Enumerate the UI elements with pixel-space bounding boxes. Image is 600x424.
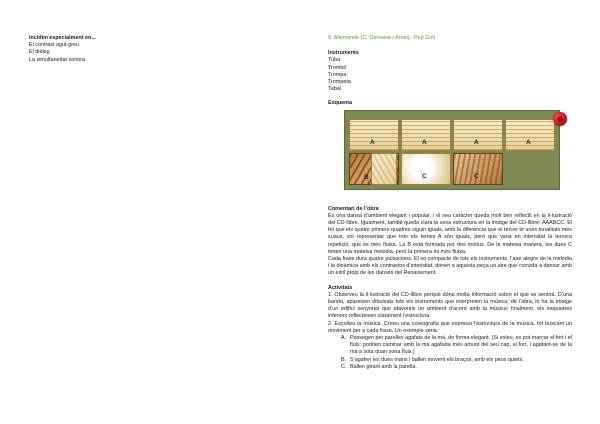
activities-heading: Activitats (328, 284, 353, 291)
sub-item-text: S’agafen les dues mans i ballen movent els braços, amb els peus quiets. (350, 356, 524, 363)
commentary-heading: Comentari de l’obra (328, 205, 379, 212)
scheme-tile (505, 119, 555, 151)
scheme-tile-label: C (422, 172, 427, 180)
scheme-image (344, 110, 560, 190)
scheme-heading: Esquema (328, 100, 352, 107)
focus-heading: Incidim especialment en... (29, 35, 96, 41)
scheme-tile-label: A (474, 138, 479, 146)
activity-sub-item (341, 335, 572, 357)
sub-item-marker: C. (341, 363, 347, 370)
scheme-tile-label: A (370, 138, 375, 146)
activity-item: 1. Observeu la il·lustració del CD-llibre perquè dóna molta informació sobre el que se sentirà. D’una banda, apareixen dibuixats tots els instruments que interpreten la música; de l’altra, hi ha la imatge d’un edifici senyorial que afavoreix un ambient d’acord amb la música; finalment, els esquadres inferiors reflecteixen clarament l’estructura. (328, 291, 572, 320)
scheme-tile (453, 119, 503, 151)
instrument-item: Tuba (328, 57, 341, 64)
instrument-item: Trompa (328, 71, 347, 78)
focus-item: El diàleg (29, 49, 50, 56)
sub-item-marker: A. (341, 335, 347, 342)
sub-item-text: Passegen per parelles agafats de la mà, de forma elegant. (Si voleu, es pot marcar el fort i el fluix: podrien caminar amb la mà agafada més amunt del seu cap, al fort, i agafant-se de la mà a sota quan sona fluix.) (350, 335, 572, 356)
instruments-list (328, 57, 572, 93)
scheme-tile (401, 119, 451, 151)
activity-item: 2. Escolteu la música. Creeu una coreografia que expressi l’estructura de la música, tot buscant un moviment per a cada frase. Un exemple seria: (328, 320, 572, 334)
scheme-tile (371, 153, 397, 185)
left-column (29, 35, 189, 64)
scheme-tile-label: A (422, 138, 427, 146)
focus-item: La simultaneïtat sonora (29, 56, 86, 63)
scheme-tile (453, 153, 503, 185)
piece-title: 9. Allemande (C. Gervaise / Arranj.: Pep Gol) (328, 35, 436, 41)
scheme-tile-label: A (526, 138, 531, 146)
instrument-item: Tabal (328, 86, 341, 93)
sub-item-marker: B. (341, 356, 347, 363)
instrument-item: Trombó (328, 64, 347, 71)
focus-item: El contrast agut-greu (29, 42, 80, 49)
record-icon[interactable] (553, 112, 567, 126)
activity-sub-item (341, 356, 572, 364)
commentary-paragraph: Cada frase dura quatre pulsacions. El so compacte de tots els instruments, l’aire alegre de la melodia i la dinàmica amb els contrastos d’intensitat, donen a aquesta peça un aire que convida a dansar amb un estil propi de les danses del Renaixement. (328, 256, 572, 277)
focus-list (29, 42, 189, 64)
scheme-tile-label: B (364, 173, 369, 181)
scheme-tile (401, 153, 451, 185)
scheme-figure (328, 110, 572, 206)
instruments-heading: Instruments (328, 50, 359, 57)
activity-sub-item (341, 363, 572, 371)
sub-item-text: Ballen girant amb la parella. (350, 363, 417, 370)
scheme-tile-label: C (474, 172, 479, 180)
scheme-tile (349, 119, 399, 151)
activity-sub-list (328, 335, 572, 371)
instrument-item: Trompeta (328, 79, 351, 86)
commentary-paragraph: És una dansa d’ambient elegant i popular, i el seu caràcter queda molt ben reflectit en la il·lustració del CD-llibre. Igualment, també queda clara la seva estructura en la imatge del CD-llibre: AAABCC. El fet que els quatre primers quadres siguin iguals, amb la diferència que el tercer té unes tonalitats més suaus, vol representar que tots els temes A són iguals, però que varia en intensitat la tercera repetició, que és més fluixa. La B està formada per dos motius. De la mateixa manera, les dues C tenen una mateixa melodia, però la primera és més fluixa. (328, 212, 572, 255)
right-column (328, 35, 572, 371)
